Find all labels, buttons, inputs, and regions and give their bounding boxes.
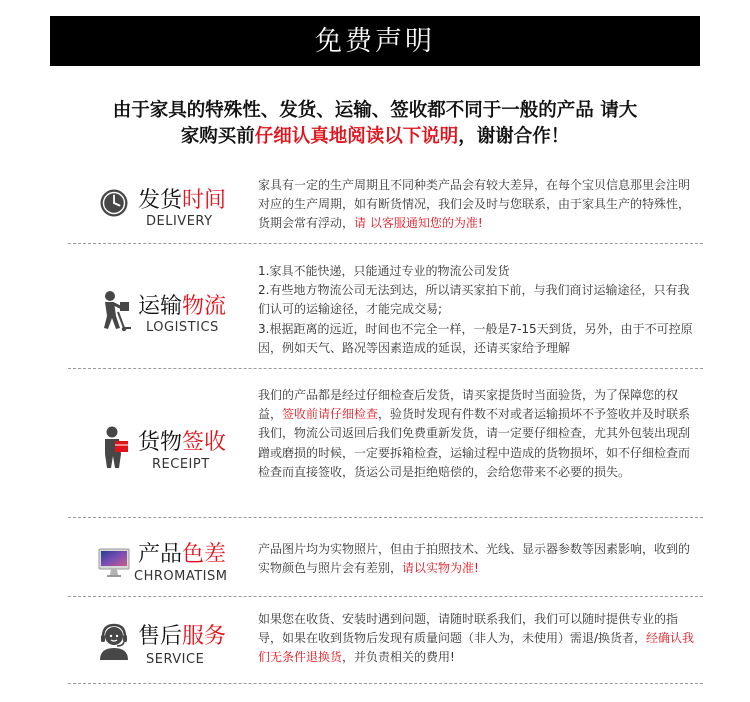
section-text	[258, 176, 698, 234]
section-title	[138, 624, 226, 650]
section-title	[138, 188, 226, 214]
section-title-dark: 货物	[138, 430, 183, 455]
section-logistics	[0, 256, 750, 364]
section-body: 如果您在收货、安装时遇到问题，请随时联系我们，我们可以随时提供专业的指导，如果在收到货物后发现有质量问题（非人为，未使用）需退/换货者，	[258, 612, 679, 646]
section-delivery	[0, 168, 750, 240]
intro-line-2	[60, 124, 690, 150]
section-chromatism	[0, 532, 750, 594]
section-body: 产品图片均为实物照片，但由于拍照技术、光线、显示器参数等因素影响，收到的实物颜色与照片会有差别，	[258, 542, 691, 576]
section-text	[258, 540, 698, 578]
divider	[68, 517, 703, 518]
intro-text-end: ，谢谢合作！	[458, 126, 570, 147]
section-title-dark: 产品	[138, 542, 183, 567]
section-title-en: SERVICE	[146, 652, 205, 667]
delivery-person-icon	[94, 290, 134, 332]
section-title-dark: 发货	[138, 188, 183, 213]
section-title-red: 时间	[182, 188, 227, 213]
intro-text: 家购买前	[180, 126, 255, 147]
section-title-en: RECEIPT	[152, 457, 210, 472]
section-highlight: 经确认我们无条件退换货	[258, 631, 695, 665]
section-receipt	[0, 380, 750, 512]
divider	[68, 683, 703, 684]
list-item: 1.家具不能快递，只能通过专业的物流公司发货	[258, 264, 510, 278]
section-title-en: LOGISTICS	[146, 320, 219, 335]
section-title	[138, 542, 226, 568]
intro-line-1: 由于家具的特殊性、发货、运输、签收都不同于一般的产品 请大	[112, 100, 638, 121]
section-title-dark: 售后	[138, 624, 183, 649]
section-highlight: 签收前请仔细检查	[282, 407, 379, 422]
section-text	[258, 610, 698, 668]
section-title-red: 签收	[182, 430, 227, 455]
section-title	[138, 430, 226, 456]
clock-icon	[100, 189, 128, 217]
divider	[68, 243, 703, 244]
list-item: 3.根据距离的远近，时间也不完全一样，一般是7-15天到货，另外，由于不可控原因，例如天气、路况等因素造成的延误，还请买家给予理解	[258, 321, 693, 355]
section-body-end: ，验货时发现有件数不对或者运输损坏不予签收并及时联系我们，物流公司返回后我们免费重新发货，请一定要仔细检查，尤其外包装出现刮蹭或磨损的时候，一定要拆箱检查，运输过程中造成的货物损坏，如不仔细检查而检查而直接签收，货运公司是拒绝赔偿的，会给您带来不必要的损失。	[258, 407, 691, 479]
section-text	[258, 262, 698, 358]
page-title: 免费声明	[315, 26, 435, 57]
section-title	[138, 294, 226, 320]
monitor-icon	[98, 548, 130, 578]
intro-highlight: 仔细认真地阅读以下说明	[254, 126, 459, 147]
section-title-dark: 运输	[138, 294, 183, 319]
section-title-en: DELIVERY	[146, 214, 213, 229]
section-service	[0, 608, 750, 680]
section-title-red: 色差	[182, 542, 227, 567]
divider	[68, 368, 703, 369]
section-body: 我们的产品都是经过仔细检查后发货，请买家提货时当面验货，为了保障您的权益，	[258, 388, 679, 422]
section-highlight: 请 以客服通知您的为准!	[354, 216, 483, 231]
title-banner	[50, 16, 700, 66]
divider	[68, 596, 703, 597]
section-highlight: 请以实物为准!	[402, 561, 479, 576]
section-title-en: CHROMATISM	[134, 569, 228, 584]
section-body-end: ，并负责相关的费用!	[342, 650, 455, 665]
customer-service-icon	[96, 622, 132, 662]
section-text	[258, 386, 698, 482]
section-title-red: 物流	[182, 294, 227, 319]
section-title-red: 服务	[182, 624, 227, 649]
list-item: 2.有些地方物流公司无法到达，所以请买家拍下前，与我们商讨运输途径，只有我们认可的运输途径，才能完成交易;	[258, 283, 690, 317]
package-receipt-icon	[98, 426, 130, 470]
section-body: 家具有一定的生产周期且不同种类产品会有较大差异，在每个宝贝信息那里会注明对应的生产周期，如有断货情况，我们会及时与您联系，由于家具生产的特殊性，货期会常有浮动，	[258, 178, 691, 231]
